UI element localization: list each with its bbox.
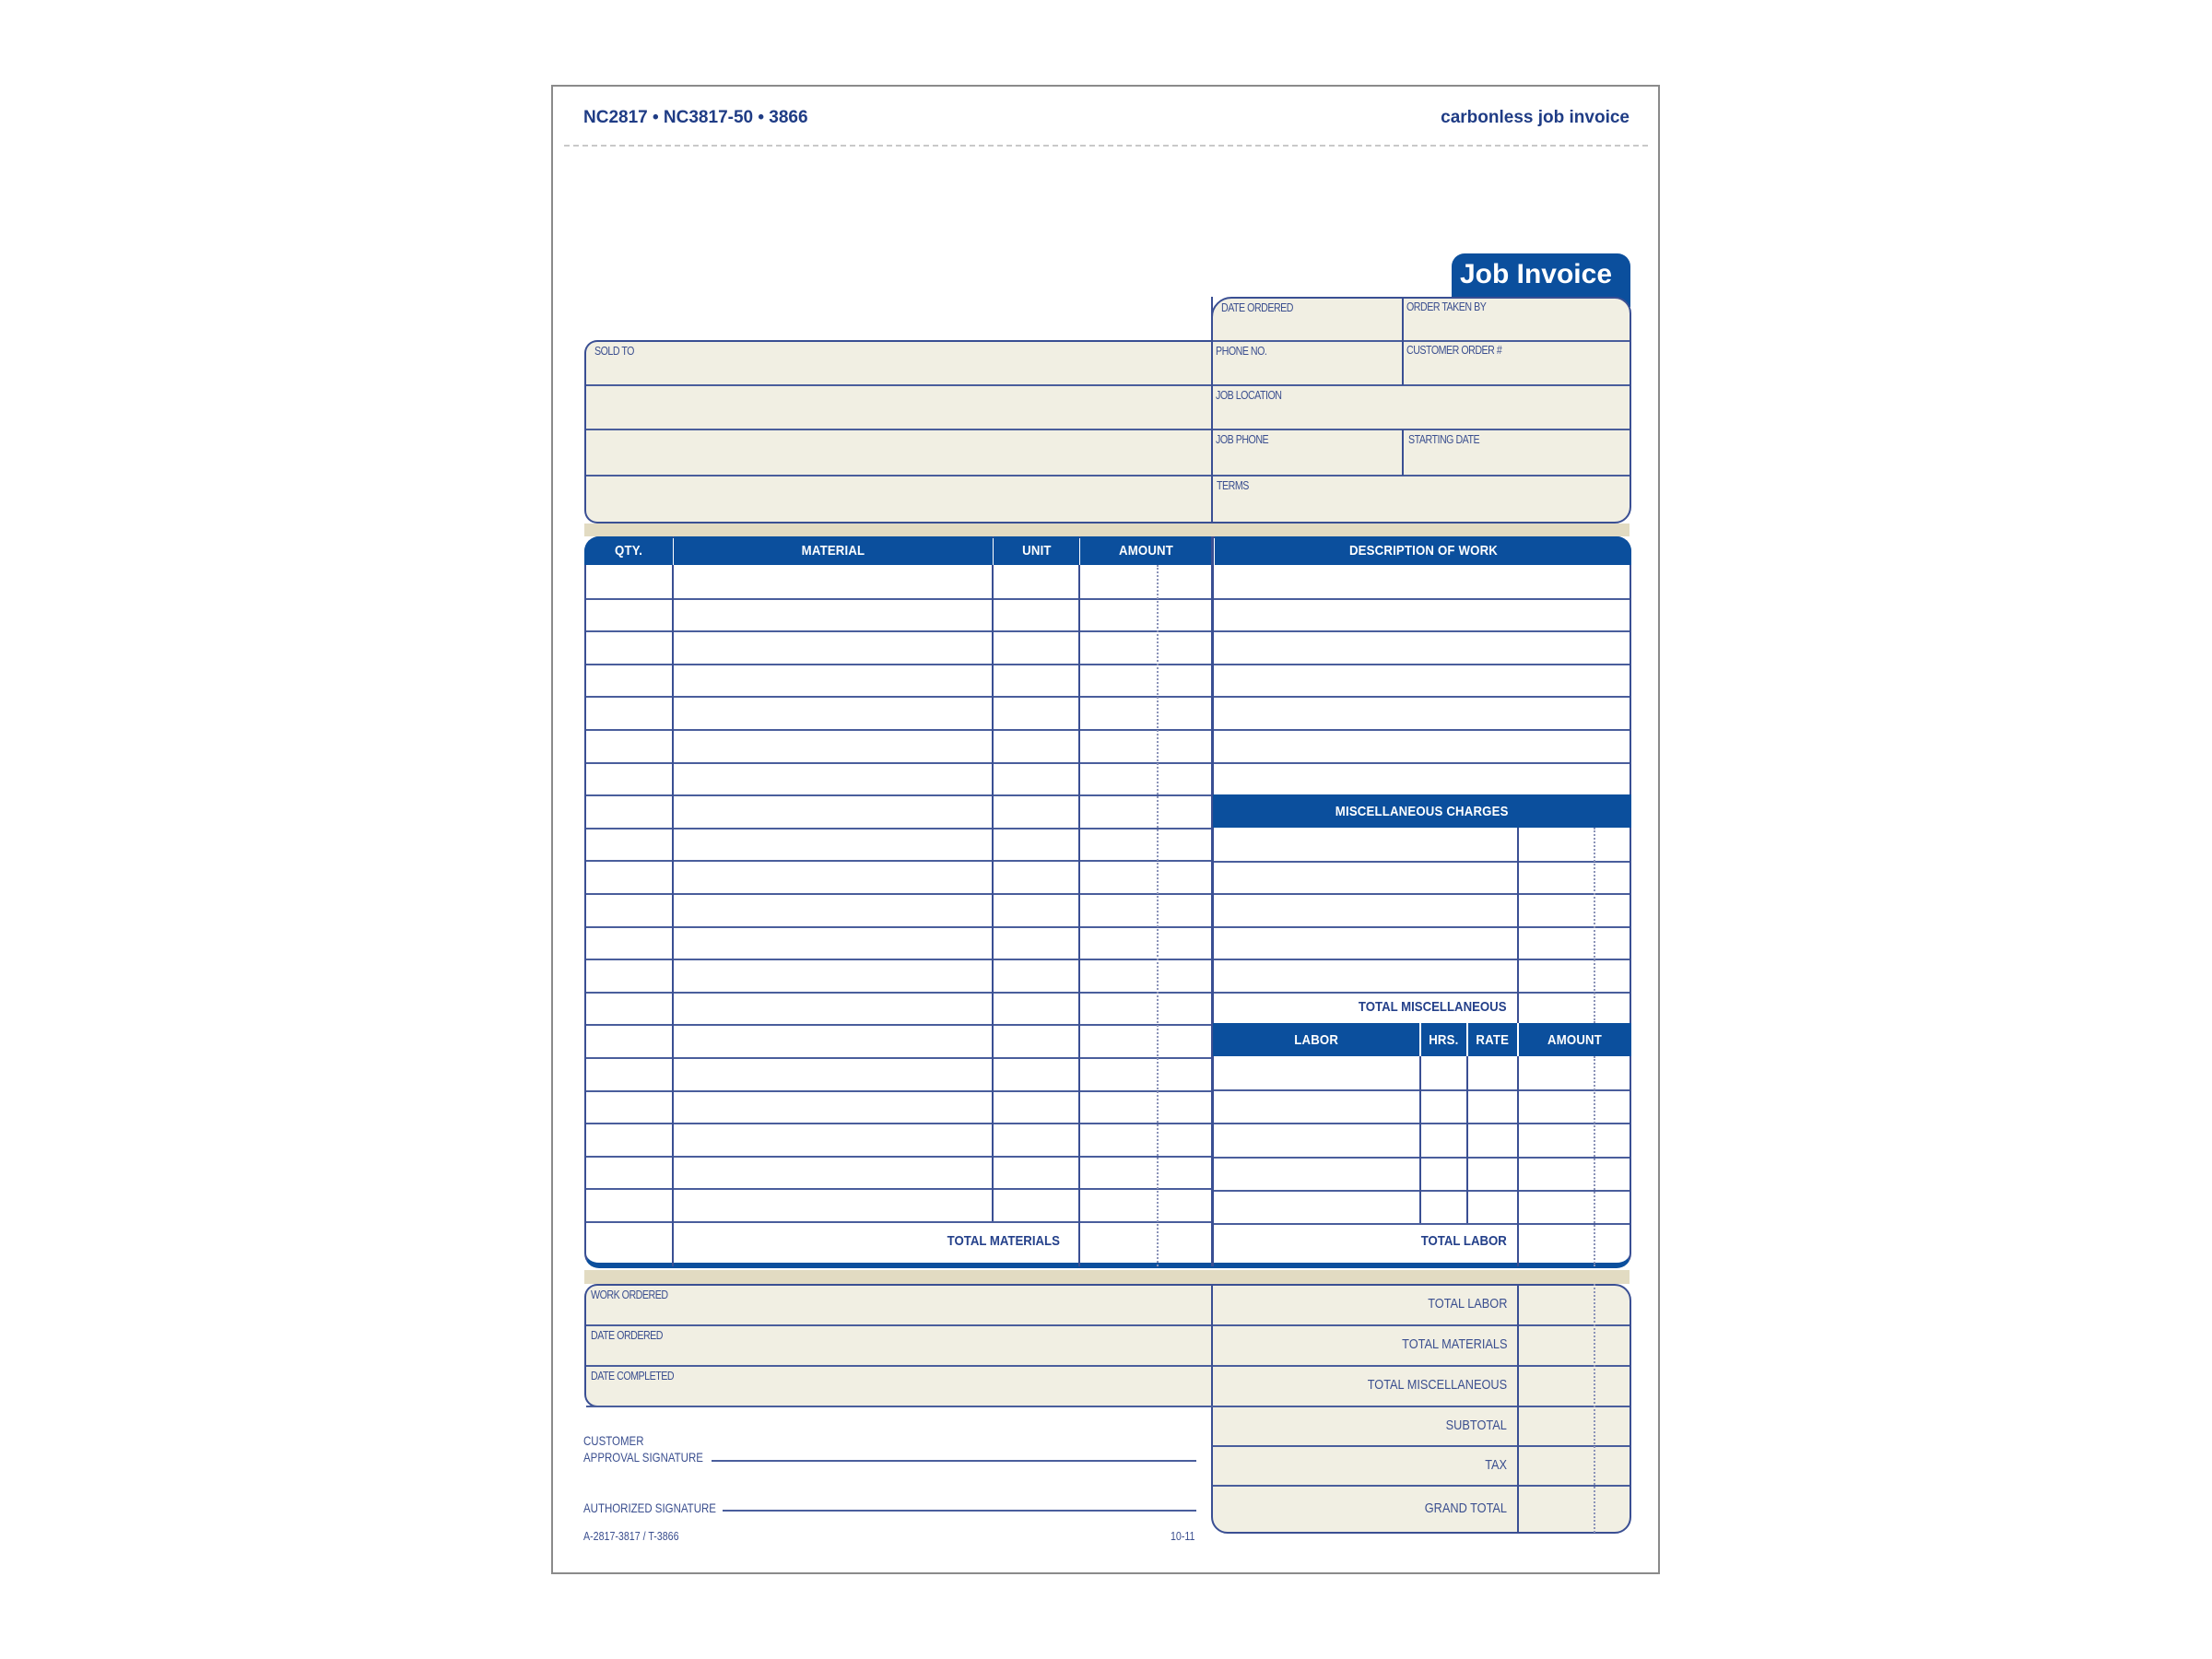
phone-no-field[interactable]: PHONE NO. [1216,344,1267,358]
cents-divider [1594,828,1595,1023]
authorized-signature-label: AUTHORIZED SIGNATURE [583,1500,716,1515]
summary-row-rule [1213,1324,1630,1326]
date-ordered-field[interactable]: DATE ORDERED [591,1328,664,1342]
total-materials-label: TOTAL MATERIALS [947,1233,1060,1249]
table-row-rule [1214,992,1630,994]
date-ordered-field[interactable]: DATE ORDERED [1221,300,1294,314]
work-status-box [584,1284,1214,1407]
product-codes: NC2817 • NC3817-50 • 3866 [583,108,808,127]
table-row-rule [586,828,1212,830]
rule [586,384,1630,386]
table-row-rule [586,926,1212,928]
table-row-rule [586,696,1212,698]
table-row-rule [586,1188,1212,1190]
separator-strip [584,524,1630,536]
summary-row-label: TOTAL MISCELLANEOUS [1367,1377,1507,1393]
date-completed-field[interactable]: DATE COMPLETED [591,1369,675,1382]
summary-row-label: TOTAL LABOR [1427,1296,1507,1312]
column-header-material: MATERIAL [674,536,993,565]
authorized-signature-line[interactable] [723,1510,1196,1512]
column-header-labor: LABOR [1213,1023,1419,1056]
column-header-rate: RATE [1468,1023,1517,1056]
form-code: A-2817-3817 / T-3866 [583,1529,679,1543]
cents-divider [1157,565,1159,1266]
rule [586,475,1630,477]
summary-row-rule [1213,1445,1630,1447]
table-row-rule [1214,1190,1630,1192]
table-row-rule [1214,1157,1630,1159]
table-row-rule [586,794,1212,796]
sold-to-box [584,340,1214,524]
column-header-labor-amount: AMOUNT [1519,1023,1631,1056]
column-header-qty: QTY. [584,536,673,565]
job-phone-field[interactable]: JOB PHONE [1216,432,1269,446]
form-title-tab: Job Invoice [1452,253,1630,307]
table-row-rule [586,664,1212,665]
terms-field[interactable]: TERMS [1217,478,1249,492]
divider [1517,828,1519,1023]
table-row-rule [586,598,1212,600]
table-row-rule [586,729,1212,731]
separator-strip [584,1270,1630,1284]
cents-divider [1594,1056,1595,1266]
summary-row-rule [1213,1365,1630,1367]
summary-row-label: TOTAL MATERIALS [1401,1336,1507,1352]
table-row-rule [586,1123,1212,1124]
misc-charges-header: MISCELLANEOUS CHARGES [1213,794,1631,828]
summary-row-label: TAX [1485,1457,1507,1473]
table-row-rule [586,1057,1212,1059]
table-row-rule [586,762,1212,764]
order-taken-by-field[interactable]: ORDER TAKEN BY [1406,300,1487,313]
total-misc-label: TOTAL MISCELLANEOUS [1359,999,1507,1015]
divider [1402,297,1404,385]
summary-row-rule [586,1406,1630,1407]
table-row-rule [586,1221,1212,1223]
table-row-rule [586,992,1212,994]
summary-box [1211,1284,1631,1534]
table-row-rule [1214,1089,1630,1091]
work-ordered-field[interactable]: WORK ORDERED [591,1288,668,1301]
divider [992,565,994,1221]
divider [1419,1056,1421,1223]
column-header-description: DESCRIPTION OF WORK [1215,536,1631,565]
order-info-box [1211,297,1631,524]
table-row-rule [1214,959,1630,960]
table-row-rule [586,1090,1212,1092]
table-row-rule [1214,630,1630,632]
total-labor-label: TOTAL LABOR [1420,1233,1507,1249]
table-row-rule [1214,696,1630,698]
perforation-line [564,145,1648,147]
table-row-rule [1214,893,1630,895]
divider [672,565,674,1266]
table-row-rule [1214,926,1630,928]
divider [1517,1056,1519,1266]
divider [1402,429,1404,476]
customer-signature-line[interactable] [712,1460,1196,1462]
divider [1466,1056,1468,1223]
table-row-rule [1214,598,1630,600]
rule [586,1324,1213,1326]
job-location-field[interactable]: JOB LOCATION [1216,388,1282,402]
rule [1213,340,1630,342]
divider [1211,297,1213,524]
column-header-unit: UNIT [994,536,1079,565]
table-row-rule [1214,664,1630,665]
table-row-rule [586,893,1212,895]
table-row-rule [1214,1123,1630,1124]
table-row-rule [1214,861,1630,863]
table-row-rule [1214,729,1630,731]
rule [586,1365,1213,1367]
summary-row-rule [1213,1485,1630,1487]
rule [586,429,1630,430]
table-row-rule [586,959,1212,960]
customer-approval-label-1: CUSTOMER [583,1433,644,1448]
product-type: carbonless job invoice [1441,108,1630,127]
customer-order-field[interactable]: CUSTOMER ORDER # [1406,343,1502,357]
column-header-amount: AMOUNT [1080,536,1212,565]
table-row-rule [1214,762,1630,764]
divider [1517,1284,1519,1533]
cents-divider [1594,1284,1595,1533]
sold-to-field[interactable]: SOLD TO [594,344,634,358]
table-row-rule [586,860,1212,862]
divider [1078,565,1080,1266]
summary-row-label: GRAND TOTAL [1424,1500,1507,1516]
table-row-rule [586,1156,1212,1158]
table-row-rule [586,630,1212,632]
customer-approval-label-2: APPROVAL SIGNATURE [583,1450,703,1465]
summary-row-label: SUBTOTAL [1445,1418,1507,1433]
column-header-hrs: HRS. [1421,1023,1466,1056]
starting-date-field[interactable]: STARTING DATE [1408,432,1480,446]
revision-code: 10-11 [1171,1529,1195,1543]
table-row-rule [1214,1223,1630,1225]
table-row-rule [586,1024,1212,1026]
